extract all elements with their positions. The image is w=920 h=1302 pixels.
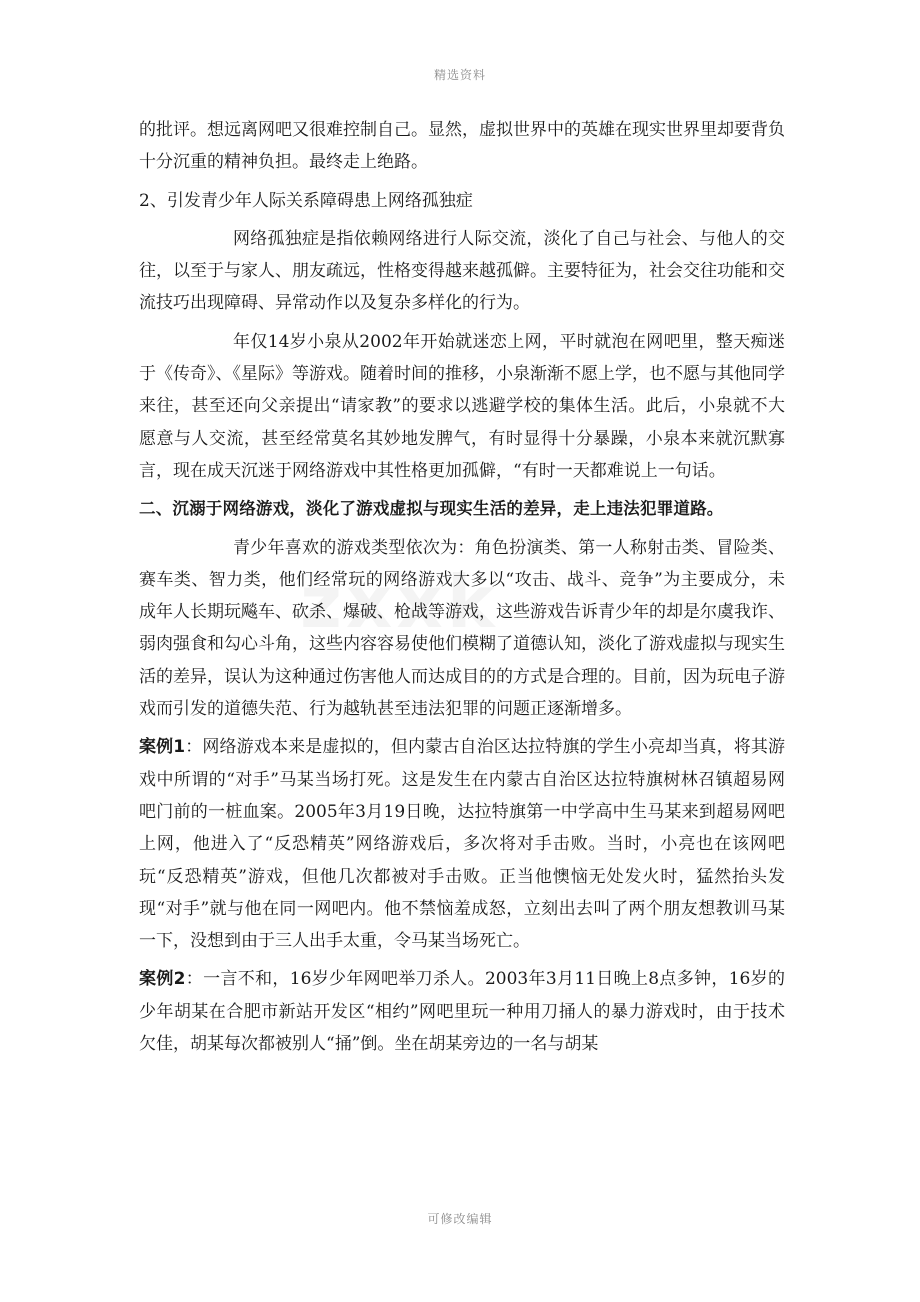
page-header: 精选资料 (433, 68, 486, 82)
case-2 (139, 963, 785, 1060)
case-1-text: ：网络游戏本来是虚拟的，但内蒙古自治区达拉特旗的学生小亮却当真，将其游戏中所谓的“对手”马某当场打死。这是发生在内蒙古自治区达拉特旗树林召镇超易网吧门前的一桩血案。2005年3月19日晚，达拉特旗第一中学高中生马某来到超易网吧上网，他进入了“反恐精英”网络游戏后，多次将对手击败。当时，小亮也在该网吧玩“反恐精英”游戏，但他几次都被对手击败。正当他懊恼无处发火时，猛然抬头发现“对手”就与他在同一网吧内。他不禁恼羞成怒，立刻出去叫了两个朋友想教训马某一下，没想到由于三人出手太重，令马某当场死亡。 (139, 737, 785, 952)
page-footer: 可修改编辑 (427, 1212, 493, 1226)
case-1 (139, 731, 785, 957)
section-heading: 二、沉溺于网络游戏，淡化了游戏虚拟与现实生活的差异，走上违法犯罪道路。 (139, 499, 724, 519)
section-subheading: 2、引发青少年人际关系障碍患上网络孤独症 (139, 190, 473, 211)
case-2-label: 案例2 (139, 969, 186, 990)
paragraph-game-types: 青少年喜欢的游戏类型依次为：角色扮演类、第一人称射击类、冒险类、赛车类、智力类，他们经常玩的网络游戏大多以“攻击、战斗、竞争”为主要成分，未成年人长期玩飚车、砍杀、爆破、枪战等游戏，这些游戏告诉青少年的却是尔虞我诈、弱肉强食和勾心斗角，这些内容容易使他们模糊了道德认知，淡化了游戏虚拟与现实生活的差异，误认为这种通过伤害他人而达成目的的方式是合理的。目前，因为玩电子游戏而引发的道德失范、行为越轨甚至违法犯罪的问题正逐渐增多。 (139, 537, 785, 720)
paragraph-definition: 网络孤独症是指依赖网络进行人际交流，淡化了自己与社会、与他人的交往，以至于与家人、朋友疏远，性格变得越来越孤僻。主要特征为，社会交往功能和交流技巧出现障碍、异常动作以及复杂多样化的行为。 (139, 228, 785, 314)
document-body (139, 114, 785, 1060)
paragraph-continuation: 的批评。想远离网吧又很难控制自己。显然，虚拟世界中的英雄在现实世界里却要背负十分沉重的精神负担。最终走上绝路。 (139, 120, 785, 173)
case-1-label: 案例1 (139, 737, 186, 758)
paragraph-example: 年仅14岁小泉从2002年开始就迷恋上网，平时就泡在网吧里，整天痴迷于《传奇》、《星际》等游戏。随着时间的推移，小泉渐渐不愿上学，也不愿与其他同学来往，甚至还向父亲提出“请家教”的要求以逃避学校的集体生活。此后，小泉就不大愿意与人交流，甚至经常莫名其妙地发脾气，有时显得十分暴躁，小泉本来就沉默寡言，现在成天沉迷于网络游戏中其性格更加孤僻，“有时一天都难说上一句话。 (139, 331, 785, 481)
case-2-text: ：一言不和，16岁少年网吧举刀杀人。2003年3月11日晚上8点多钟，16岁的少年胡某在合肥市新站开发区“相约”网吧里玩一种用刀捅人的暴力游戏时，由于技术欠佳，胡某每次都被别人“捅”倒。坐在胡某旁边的一名与胡某 (139, 969, 785, 1055)
